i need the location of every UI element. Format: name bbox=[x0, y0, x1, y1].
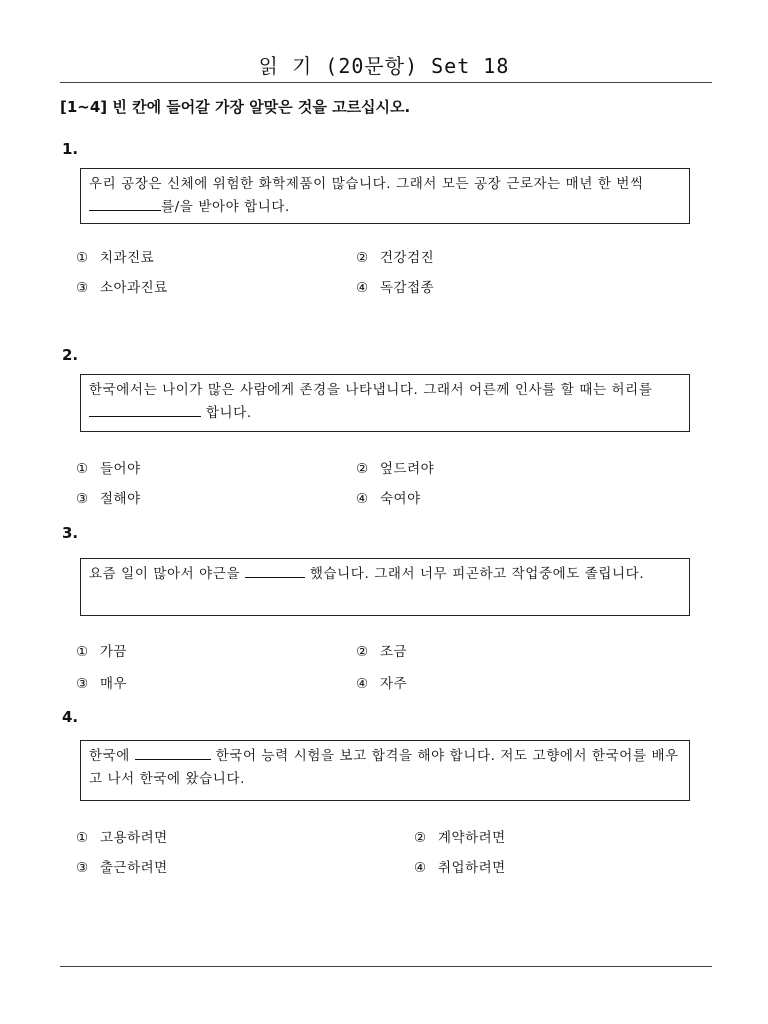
option-label: 건강검진 bbox=[380, 250, 435, 266]
passage-text: 했습니다. 그래서 너무 피곤하고 작업중에도 졸립니다. bbox=[304, 566, 645, 582]
section-instruction: [1~4] 빈 칸에 들어갈 가장 알맞은 것을 고르십시오. bbox=[60, 98, 411, 116]
option[interactable] bbox=[356, 487, 421, 507]
option-label: 숙여야 bbox=[380, 491, 421, 507]
question-passage bbox=[80, 558, 690, 616]
passage-text: 한국에서는 나이가 많은 사람에게 존경을 나타냅니다. 그래서 어른께 인사를 할 때는 허리를 bbox=[89, 382, 653, 398]
option-label: 자주 bbox=[380, 676, 408, 692]
option-label: 매우 bbox=[100, 676, 128, 692]
option[interactable] bbox=[356, 672, 407, 692]
option-number: ① bbox=[76, 830, 89, 846]
option-label: 엎드려야 bbox=[380, 461, 435, 477]
option-number: ① bbox=[76, 250, 89, 266]
question-number: 1. bbox=[62, 140, 79, 158]
question-passage bbox=[80, 740, 690, 801]
option[interactable] bbox=[76, 246, 154, 266]
answer-blank bbox=[135, 745, 211, 760]
option-label: 들어야 bbox=[100, 461, 141, 477]
passage-text: 한국어 능력 시험을 보고 합격을 해야 합니다. 저도 고향에서 한국어를 배우고 나서 한국에 왔습니다. bbox=[89, 748, 679, 787]
option[interactable] bbox=[76, 276, 168, 296]
option[interactable] bbox=[414, 856, 506, 876]
passage-text: 우리 공장은 신체에 위험한 화학제품이 많습니다. 그래서 모든 공장 근로자는 매년 한 번씩 bbox=[89, 176, 644, 192]
option-number: ④ bbox=[356, 280, 369, 296]
option[interactable] bbox=[76, 856, 168, 876]
footer-divider bbox=[60, 966, 712, 967]
option[interactable] bbox=[356, 246, 434, 266]
option[interactable] bbox=[356, 457, 434, 477]
option[interactable] bbox=[76, 457, 141, 477]
option-number: ④ bbox=[356, 491, 369, 507]
option-number: ③ bbox=[76, 676, 89, 692]
passage-text: 를/을 받아야 합니다. bbox=[161, 199, 290, 215]
passage-text: 합니다. bbox=[201, 405, 252, 421]
option-number: ③ bbox=[76, 860, 89, 876]
option-label: 소아과진료 bbox=[100, 280, 168, 296]
answer-blank bbox=[245, 563, 305, 578]
passage-text: 한국에 bbox=[89, 748, 135, 764]
option-label: 절해야 bbox=[100, 491, 141, 507]
option[interactable] bbox=[76, 640, 127, 660]
answer-blank bbox=[89, 402, 201, 417]
option-label: 조금 bbox=[380, 644, 408, 660]
option-number: ③ bbox=[76, 491, 89, 507]
option-number: ④ bbox=[356, 676, 369, 692]
option-label: 치과진료 bbox=[100, 250, 155, 266]
option-label: 취업하려면 bbox=[438, 860, 506, 876]
option-label: 가끔 bbox=[100, 644, 128, 660]
header-divider bbox=[60, 82, 712, 83]
question-number: 4. bbox=[62, 708, 79, 726]
option-number: ② bbox=[356, 644, 369, 660]
question-passage bbox=[80, 168, 690, 224]
option-number: ④ bbox=[414, 860, 427, 876]
answer-blank bbox=[89, 196, 161, 211]
option[interactable] bbox=[76, 487, 141, 507]
question-number: 3. bbox=[62, 524, 79, 542]
option-number: ② bbox=[414, 830, 427, 846]
option-number: ① bbox=[76, 644, 89, 660]
question-passage bbox=[80, 374, 690, 432]
option-number: ③ bbox=[76, 280, 89, 296]
option-label: 출근하려면 bbox=[100, 860, 168, 876]
passage-text: 요즘 일이 많아서 야근을 bbox=[89, 566, 245, 582]
question-number: 2. bbox=[62, 346, 79, 364]
option[interactable] bbox=[356, 276, 434, 296]
option-label: 독감접종 bbox=[380, 280, 435, 296]
option-number: ① bbox=[76, 461, 89, 477]
option[interactable] bbox=[414, 826, 506, 846]
option[interactable] bbox=[76, 826, 168, 846]
option-label: 고용하려면 bbox=[100, 830, 168, 846]
option[interactable] bbox=[76, 672, 127, 692]
option-number: ② bbox=[356, 250, 369, 266]
option[interactable] bbox=[356, 640, 407, 660]
page-title: 읽 기 (20문항) Set 18 bbox=[258, 54, 510, 78]
option-label: 계약하려면 bbox=[438, 830, 506, 846]
option-number: ② bbox=[356, 461, 369, 477]
